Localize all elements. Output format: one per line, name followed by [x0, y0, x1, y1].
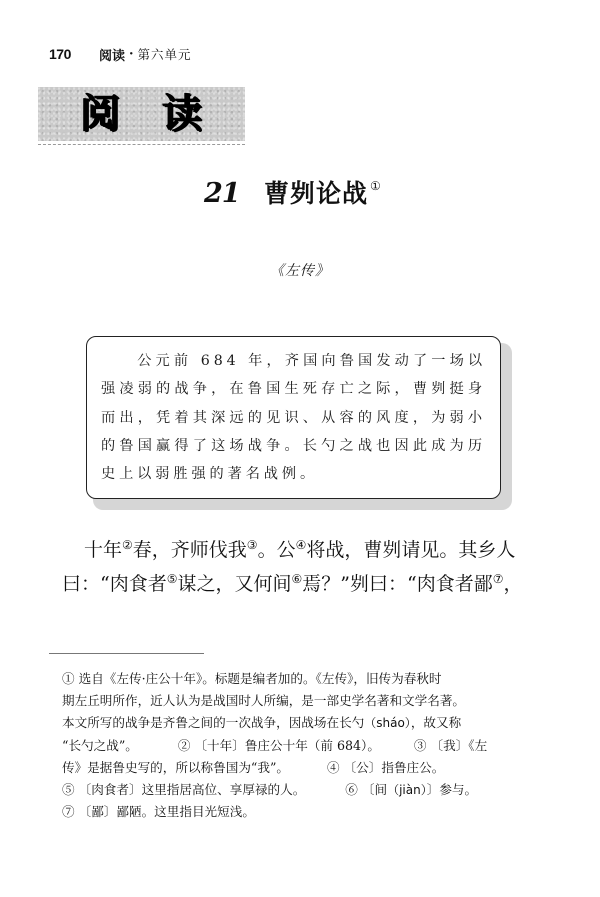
- note-ref-2[interactable]: ②: [122, 538, 133, 552]
- source-citation: 《左传》: [270, 263, 330, 279]
- body-line-2: [62, 568, 562, 602]
- body-line-1: [62, 534, 562, 568]
- footnote-6-b: 〕参与。: [426, 782, 478, 798]
- body-text-run: 谋之，又何间: [177, 573, 292, 595]
- running-head-unit: 第六单元: [137, 47, 192, 62]
- note-ref-4[interactable]: ④: [295, 538, 307, 552]
- lesson-title-note-ref[interactable]: ①: [370, 179, 381, 193]
- footnote-5: ⑤ 〔肉食者〕这里指居高位、享厚禄的人。: [62, 782, 306, 798]
- body-text-run: 。公: [257, 539, 296, 561]
- lesson-number: 21: [204, 178, 240, 209]
- footnote-1-line-1: ① 选自《左传·庄公十年》。标题是编者加的。《左传》，旧传为春秋时: [62, 671, 442, 686]
- footnote-line-4: [62, 735, 582, 757]
- footnote-text: 本文所写的战争是齐鲁之间的一次战争，因战场在长勺: [62, 715, 365, 731]
- body-text-run: 十年: [84, 539, 123, 561]
- lesson-name: 曹刿论战: [264, 179, 369, 208]
- pinyin-jian: （jiàn）: [387, 783, 427, 798]
- body-text: [62, 534, 562, 602]
- footnote-1-end: “长勺之战”。: [62, 737, 138, 753]
- footnote-text: ，故又称: [410, 715, 462, 731]
- footnote-3-start: ③ 〔我〕《左: [413, 737, 488, 753]
- footnote-1-line-3: [62, 712, 582, 734]
- body-text-run: 焉？”刿曰：“肉食者鄙: [302, 573, 493, 595]
- section-band: [38, 87, 245, 141]
- intro-text: 公元前 684 年，齐国向鲁国发动了一场以强凌弱的战争，在鲁国生死存亡之际，曹刿挺身而出，凭着其深远的见识、从容的风度，为弱小的鲁国赢得了这场战争。长勺之战也因此成为历史上以弱胜强的著名战例。: [101, 353, 486, 483]
- section-band-rule: [38, 144, 245, 145]
- footnote-line-5: [62, 757, 582, 779]
- pinyin-shao: （sháo）: [364, 716, 411, 731]
- page-number: 170: [49, 46, 71, 62]
- note-ref-5[interactable]: ⑤: [166, 572, 178, 586]
- body-text-run: 将战，曹刿请见。其乡人: [306, 539, 516, 561]
- footnote-6-a: ⑥ 〔间: [345, 782, 388, 798]
- footnote-1-line-2: 期左丘明所作，近人认为是战国时人所编，是一部史学名著和文学名著。: [62, 693, 465, 709]
- footnote-4: ④ 〔公〕指鲁庄公。: [326, 759, 445, 775]
- running-head-section: 阅读: [99, 48, 126, 64]
- note-ref-3[interactable]: ③: [246, 538, 258, 552]
- footnote-7: ⑦ 〔鄙〕鄙陋。这里指目光短浅。: [62, 804, 255, 820]
- running-head-separator: ·: [129, 46, 134, 62]
- footnote-line-6: [62, 779, 582, 801]
- body-text-run: ，: [503, 573, 523, 595]
- footnote-2: ② 〔十年〕鲁庄公十年（前 684）。: [177, 737, 380, 753]
- intro-box: [86, 336, 501, 499]
- footnote-rule: [49, 653, 204, 654]
- body-text-run: 曰：“肉食者: [62, 573, 167, 595]
- note-ref-6[interactable]: ⑥: [291, 572, 303, 586]
- running-head: [49, 44, 192, 64]
- note-ref-7[interactable]: ⑦: [492, 572, 504, 586]
- body-text-run: 春，齐师伐我: [132, 539, 247, 561]
- footnotes: [62, 668, 582, 823]
- footnote-3-cont: 传》是据鲁史写的，所以称鲁国为“我”。: [62, 759, 289, 775]
- section-band-title: 阅读: [80, 91, 245, 137]
- lesson-title: [204, 174, 381, 210]
